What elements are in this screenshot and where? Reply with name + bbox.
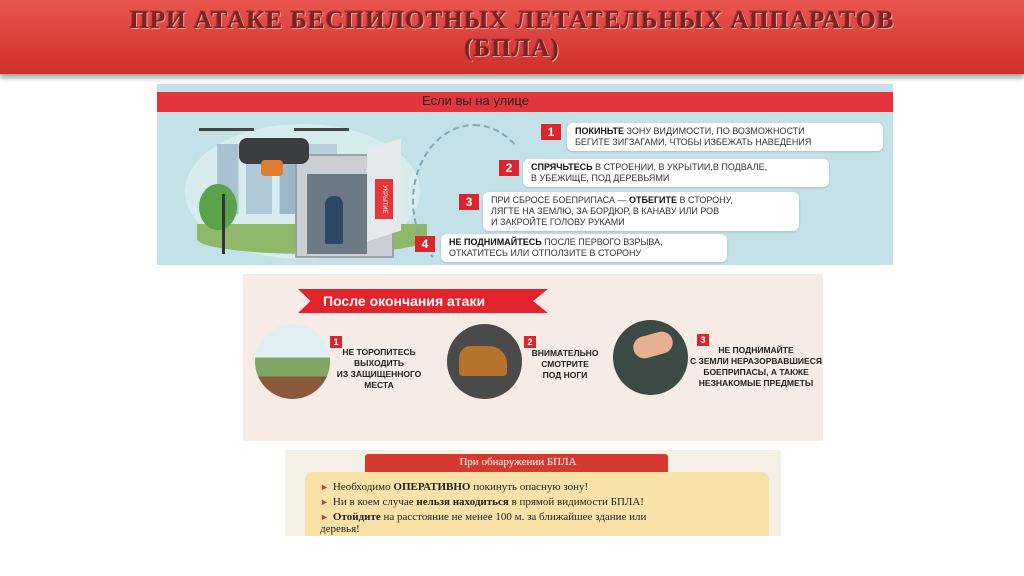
person-icon: [325, 196, 343, 244]
after-attack-infographic: [243, 274, 823, 441]
street-infographic: [157, 84, 893, 265]
street-lamp-icon: [222, 194, 225, 254]
shelter-exit-illustration: [255, 324, 330, 399]
step-2-text-b: В УБЕЖИЩЕ, ПОД ДЕРЕВЬЯМИ: [531, 173, 670, 183]
step-3-bold: ОТБЕГИТЕ: [628, 195, 678, 205]
step-2-bold: СПРЯЧЬТЕСЬ: [531, 162, 593, 172]
after-item-1-number: 1: [330, 336, 342, 348]
after-item-3-number: 3: [697, 334, 709, 346]
after-item-3-text: [689, 345, 823, 389]
detection-line-3-post: на расстояние не менее 100 м. за ближайшее здание или: [380, 511, 647, 523]
step-3-pre: ПРИ СБРОСЕ БОЕПРИПАСА —: [491, 195, 629, 205]
step-3-text-c: И ЗАКРОЙТЕ ГОЛОВУ РУКАМИ: [491, 217, 625, 227]
page-title: [0, 7, 1024, 63]
after-item-1-text: [331, 347, 427, 391]
after-item-1-line1: НЕ ТОРОПИТЕСЬ: [342, 347, 416, 357]
after-item-2-line1: ВНИМАТЕЛЬНО: [531, 348, 599, 358]
after-attack-title: После окончания атаки: [323, 293, 486, 309]
detection-title: При обнаружении БПЛА: [459, 456, 577, 468]
hand-icon: [631, 329, 675, 361]
drone-camera: [261, 160, 283, 176]
arrow-bullet-icon: ►: [320, 512, 329, 522]
after-item-2-line3: ПОД НОГИ: [542, 370, 588, 380]
step-2-text: [523, 159, 829, 187]
step-1-text-b: БЕГИТЕ ЗИГЗАГАМИ, ЧТОБЫ ИЗБЕЖАТЬ НАВЕДЕНИЯ: [575, 137, 812, 147]
page-title-line2: (БПЛА): [464, 35, 560, 62]
after-item-3-line3: БОЕПРИПАСЫ, А ТАКЖЕ: [703, 367, 809, 377]
detection-line-2: [320, 496, 644, 509]
page-title-line1: ПРИ АТАКЕ БЕСПИЛОТНЫХ ЛЕТАТЕЛЬНЫХ АППАРАТОВ: [129, 7, 895, 34]
step-3-text-a: В СТОРОНУ,: [677, 195, 733, 205]
step-3-text-b: ЛЯГТЕ НА ЗЕМЛЮ, ЗА БОРДЮР, В КАНАВУ ИЛИ РОВ: [491, 206, 720, 216]
detection-line-3: [320, 511, 646, 524]
step-4-text-a: ПОСЛЕ ПЕРВОГО ВЗРЫВА,: [541, 237, 663, 247]
header-banner: [0, 0, 1024, 74]
step-1-text-a: ЗОНУ ВИДИМОСТИ, ПО ВОЗМОЖНОСТИ: [624, 126, 805, 136]
detection-line-2-pre: Ни в коем случае: [332, 496, 417, 508]
shelter-sign: [375, 179, 393, 219]
arrow-bullet-icon: ►: [320, 482, 329, 492]
detection-line-3-bold: Отойдите: [332, 511, 381, 523]
step-3-number: 3: [459, 194, 479, 210]
step-2-number: 2: [499, 160, 519, 176]
after-item-3-line2: С ЗЕМЛИ НЕРАЗОРВАВШИЕСЯ: [690, 356, 822, 366]
step-4-bold: НЕ ПОДНИМАЙТЕСЬ: [449, 237, 542, 247]
hand-munition-illustration: [613, 320, 688, 395]
step-2-text-a: В СТРОЕНИИ, В УКРЫТИИ,В ПОДВАЛЕ,: [592, 162, 768, 172]
step-3-text: [483, 192, 799, 231]
after-item-2-text: [526, 348, 604, 381]
detection-line-2-post: в прямой видимости БПЛА!: [508, 496, 644, 508]
detection-line-1-post: покинуть опасную зону!: [470, 481, 589, 493]
step-4-text: [441, 234, 727, 262]
detection-line-1-bold: ОПЕРАТИВНО: [393, 481, 471, 493]
after-item-1-line3: ИЗ ЗАЩИЩЕННОГО: [336, 369, 422, 379]
arrow-bullet-icon: ►: [320, 497, 329, 507]
detection-line-2-bold: нельзя находиться: [416, 496, 509, 508]
detection-line-1: [320, 481, 588, 494]
drone-icon: [199, 120, 349, 170]
after-item-2-line2: СМОТРИТЕ: [541, 359, 589, 369]
detection-line-4-text: деревья!: [320, 523, 360, 535]
boot-icon: [459, 346, 507, 376]
detection-line-1-pre: Необходимо: [332, 481, 394, 493]
detection-notice: [285, 450, 781, 536]
drone-rotor-left: [199, 128, 254, 131]
step-4-text-b: ОТКАТИТЕСЬ ИЛИ ОТПОЛЗИТЕ В СТОРОНУ: [449, 248, 642, 258]
step-4-number: 4: [415, 236, 435, 252]
after-item-2-number: 2: [524, 336, 536, 348]
tree-icon: [199, 184, 237, 230]
boot-illustration: [447, 324, 522, 399]
after-item-3-line4: НЕЗНАКОМЫЕ ПРЕДМЕТЫ: [698, 378, 814, 388]
step-1-bold: ПОКИНЬТЕ: [575, 126, 624, 136]
detection-line-4: [320, 523, 360, 536]
shelter-sign-text: УКРЫТИЕ: [381, 184, 387, 214]
step-1-text: [567, 123, 883, 151]
street-title: Если вы на улице: [422, 93, 529, 108]
after-item-3-line1: НЕ ПОДНИМАЙТЕ: [718, 345, 794, 355]
step-1-number: 1: [541, 124, 561, 140]
after-item-1-line4: МЕСТА: [364, 380, 394, 390]
after-item-1-line2: ВЫХОДИТЬ: [354, 358, 404, 368]
drone-rotor-right: [294, 128, 349, 131]
